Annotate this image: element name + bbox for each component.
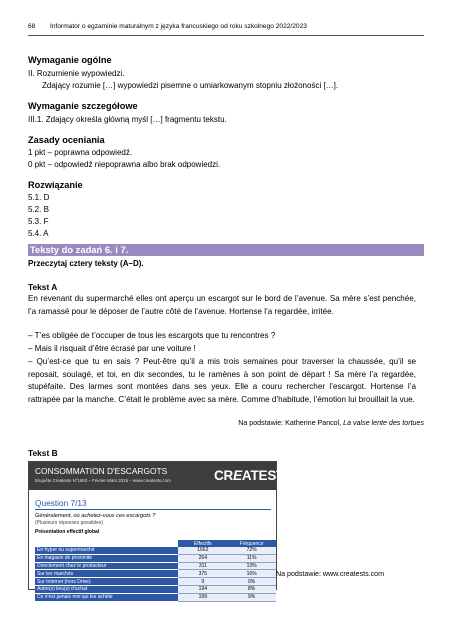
col-header-frequence: Fréquence	[227, 540, 276, 547]
heading-tekst-b: Tekst B	[28, 448, 58, 458]
row-frequence: 72%	[227, 547, 276, 554]
survey-question-note: (Plusieurs réponses possibles)	[35, 520, 104, 526]
survey-table-header-row	[35, 540, 276, 547]
section-band-title: Teksty do zadań 6. i 7.	[30, 244, 129, 255]
creatests-logo	[214, 468, 293, 483]
answer-5-1: 5.1. D	[28, 193, 50, 202]
row-frequence: 9%	[227, 593, 276, 601]
answer-5-3: 5.3. F	[28, 217, 49, 226]
answer-5-2: 5.2. B	[28, 205, 49, 214]
table-row	[35, 593, 276, 601]
row-label: Ce n'est jamais moi qui les achète	[35, 593, 178, 601]
heading-wymaganie-ogolne: Wymaganie ogólne	[28, 55, 112, 65]
table-row	[35, 570, 276, 578]
survey-table	[35, 540, 276, 602]
logo-part-e: E	[233, 468, 242, 483]
row-frequence: 11%	[227, 554, 276, 562]
tekst-a-line2: – T’es obligée de t’occuper de tous les escargots que tu rencontres ?	[28, 331, 276, 340]
tekst-a-paragraph4: – Qu’est-ce que tu en sais ? Peut-être qu’il a mis trois semaines pour traverser la chaussée, qu’il se reposait, soulagé, et toi, en dix secondes, tu le ramènes à son point de départ ! Sa mère l’a regardée, stupéfaite. Des larmes sont montées dans ses yeux. Elle a couru rechercher l’escargot. Hortense l’a rattrapée par la manche. C’était le problème avec sa mère. Comme d’habitude, l’émotion lui brouillait la vue.	[28, 357, 416, 404]
survey-header	[29, 462, 293, 490]
tekst-a-source-title: La valse lente des tortues	[343, 419, 424, 427]
row-label: En magasin de proximité	[35, 554, 178, 562]
table-row	[35, 562, 276, 570]
survey-subtitle: Enquête Creatests N°1863 – Février-Mars 2015 – www.creatests.com	[35, 478, 171, 483]
row-frequence: 16%	[227, 570, 276, 578]
section-band	[28, 244, 424, 256]
tekst-a-paragraph1: En revenant du supermarché elles ont aperçu un escargot sur le bord de l’avenue. Sa mère s’est penchée, l’a ramassé pour le déposer de l’autre côté de l’avenue. Hortense l’a regardée, irritée.	[28, 294, 416, 316]
table-row	[35, 547, 276, 554]
row-effectifs: 311	[178, 562, 227, 570]
row-label: Directement chez le producteur	[35, 562, 178, 570]
survey-question-rule	[35, 509, 271, 510]
wymaganie-szczegolowe-line1: III.1. Zdający określa główną myśl […] fragmentu tekstu.	[28, 115, 227, 124]
tekst-a-source-prefix: Na podstawie: Katherine Pancol,	[238, 419, 344, 427]
running-header	[28, 23, 307, 30]
answer-5-4: 5.4. A	[28, 229, 49, 238]
table-row	[35, 578, 276, 586]
row-frequence: 8%	[227, 585, 276, 593]
row-effectifs: 264	[178, 554, 227, 562]
heading-wymaganie-szczegolowe: Wymaganie szczegółowe	[28, 101, 138, 111]
tekst-a-line3: – Mais il risquait d’être écrasé par une voiture !	[28, 344, 196, 353]
heading-zasady-oceniania: Zasady oceniania	[28, 135, 105, 145]
survey-question-text: Généralement, où achetez-vous ces escargots ?	[35, 513, 156, 519]
table-row	[35, 554, 276, 562]
heading-rozwiazanie: Rozwiązanie	[28, 180, 83, 190]
section-instruction: Przeczytaj cztery teksty (A–D).	[28, 259, 144, 268]
wymaganie-ogolne-line2: Zdający rozumie […] wypowiedzi pisemne o umiarkowanym stopniu złożoności […].	[42, 81, 339, 90]
survey-presentation-label: Présentation effectif global	[35, 529, 100, 535]
row-label: Autre(s) lieu(x) d'achat	[35, 585, 178, 593]
row-frequence: 0%	[227, 578, 276, 586]
survey-table-corner	[35, 540, 178, 547]
survey-question-number: Question 7/13	[35, 498, 87, 508]
running-title: Informator o egzaminie maturalnym z języka francuskiego od roku szkolnego 2022/2023	[50, 23, 307, 30]
survey-figure	[28, 461, 293, 601]
header-rule	[28, 35, 424, 36]
row-effectifs: 375	[178, 570, 227, 578]
row-label: Sur les marchés	[35, 570, 178, 578]
row-effectifs: 1662	[178, 547, 227, 554]
row-label: En hyper ou supermarché	[35, 547, 178, 554]
survey-title: CONSOMMATION D'ESCARGOTS	[35, 466, 168, 476]
tekst-a-source	[238, 419, 424, 427]
row-label: Sur Internet (hors Drive)	[35, 578, 178, 586]
row-frequence: 13%	[227, 562, 276, 570]
heading-tekst-a: Tekst A	[28, 282, 58, 292]
page-number: 68	[28, 23, 36, 30]
zasady-line2: 0 pkt – odpowiedź niepoprawna albo brak odpowiedzi.	[28, 160, 221, 169]
survey-body	[29, 490, 276, 601]
logo-part-atests: ATESTS	[241, 468, 293, 483]
zasady-line1: 1 pkt – poprawna odpowiedź.	[28, 148, 133, 157]
col-header-effectifs: Effectifs	[178, 540, 227, 547]
table-row	[35, 585, 276, 593]
logo-part-cr: CR	[214, 468, 234, 483]
row-effectifs: 9	[178, 578, 227, 586]
tekst-b-source: Na podstawie: www.creatests.com	[276, 570, 385, 578]
row-effectifs: 199	[178, 593, 227, 601]
row-effectifs: 194	[178, 585, 227, 593]
wymaganie-ogolne-line1: II. Rozumienie wypowiedzi.	[28, 69, 125, 78]
